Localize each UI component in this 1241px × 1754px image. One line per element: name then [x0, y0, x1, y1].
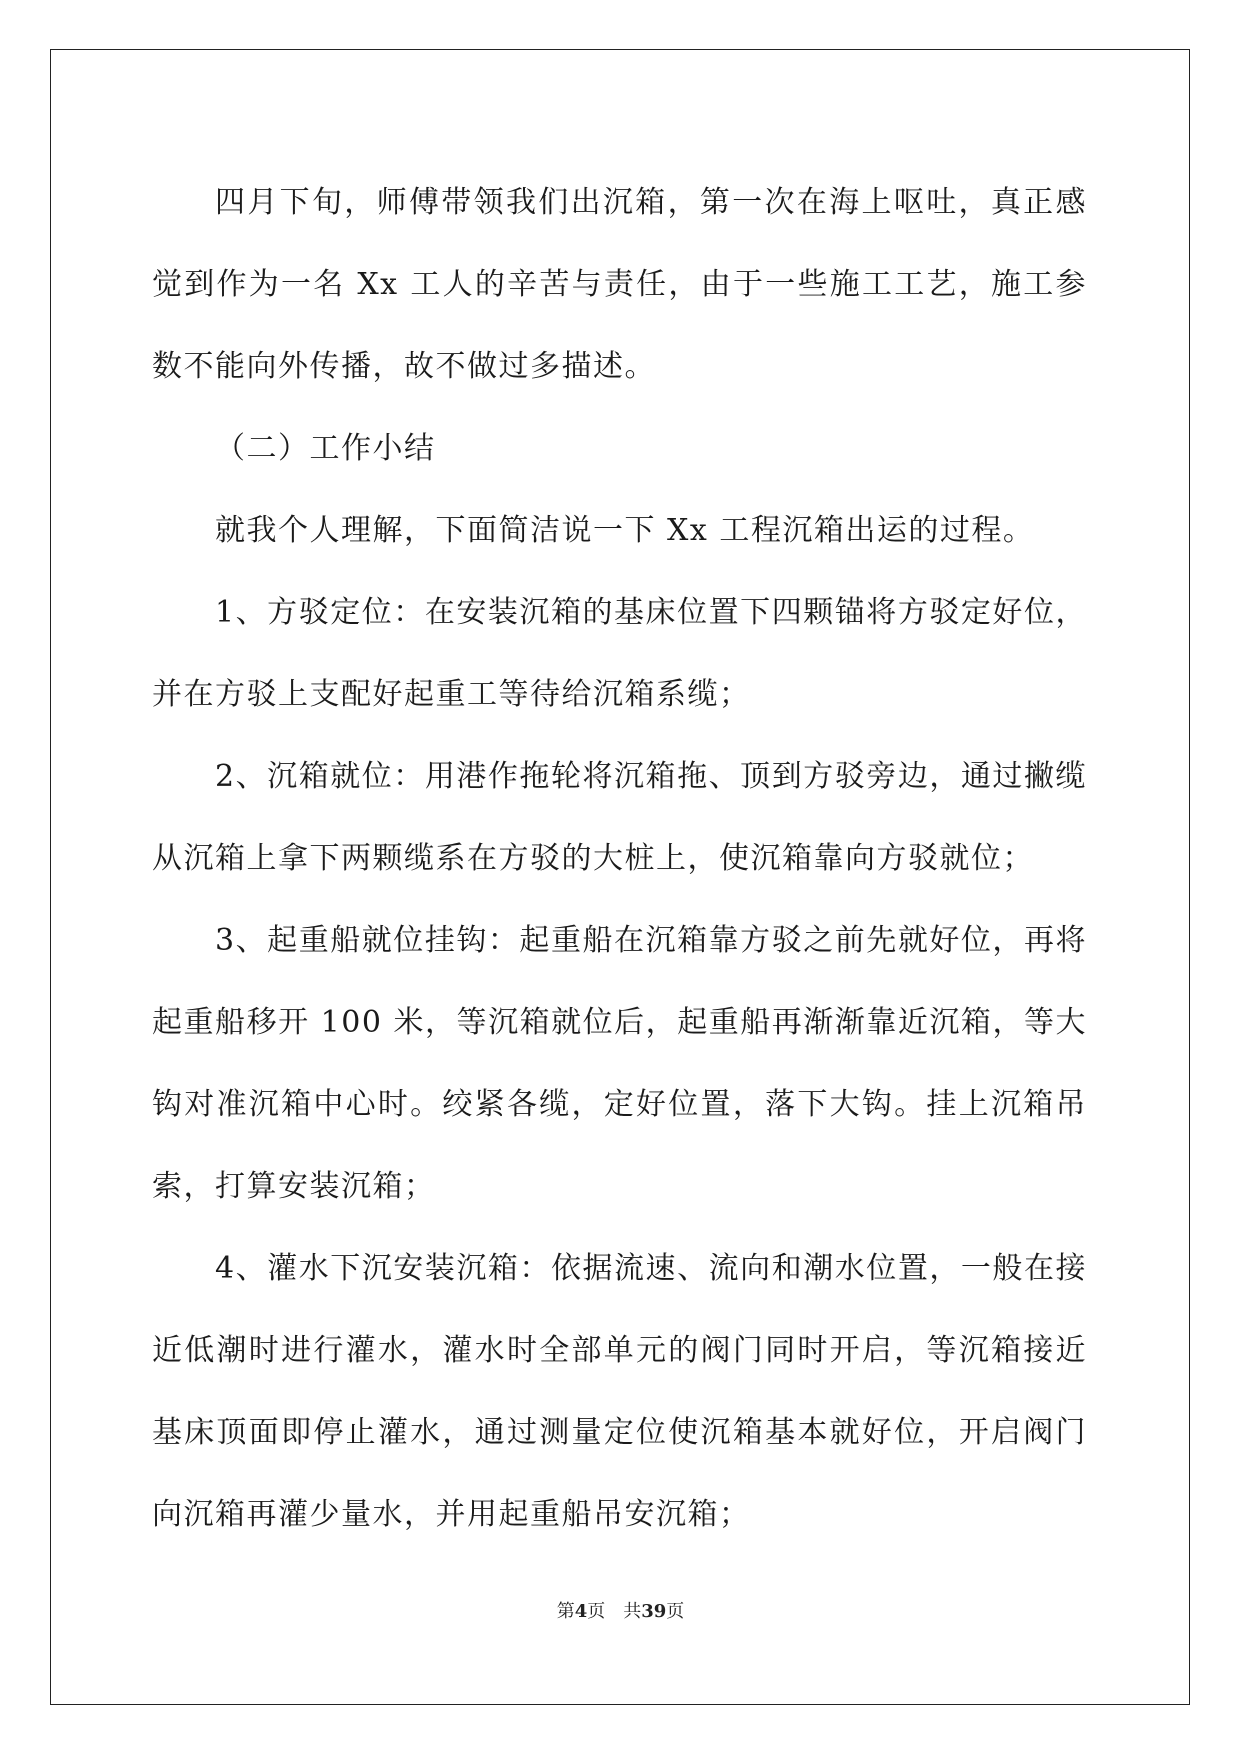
footer-page-unit: 页 [587, 1601, 606, 1622]
footer-page-prefix: 第 [556, 1601, 575, 1622]
footer-total-unit: 页 [666, 1601, 685, 1622]
paragraph-step-2: 2、沉箱就位：用港作拖轮将沉箱拖、顶到方驳旁边，通过撇缆从沉箱上拿下两颗缆系在方驳的大桩上，使沉箱靠向方驳就位； [152, 759, 1087, 876]
section-heading: （二）工作小结 [215, 431, 436, 466]
paragraph-step-3: 3、起重船就位挂钩：起重船在沉箱靠方驳之前先就好位，再将起重船移开 100 米，等沉箱就位后，起重船再渐渐靠近沉箱，等大钩对准沉箱中心时。绞紧各缆，定好位置，落下大钩。挂上沉箱吊索，打算安装沉箱； [152, 923, 1087, 1204]
footer-total-prefix: 共 [623, 1601, 642, 1622]
paragraph-1: 四月下旬，师傅带领我们出沉箱，第一次在海上呕吐，真正感觉到作为一名 Xx 工人的辛苦与责任，由于一些施工工艺，施工参数不能向外传播，故不做过多描述。 [152, 185, 1087, 384]
paragraph-2: 就我个人理解，下面简洁说一下 Xx 工程沉箱出运的过程。 [215, 513, 1035, 548]
paragraph-step-4: 4、灌水下沉安装沉箱：依据流速、流向和潮水位置，一般在接近低潮时进行灌水，灌水时全部单元的阀门同时开启，等沉箱接近基床顶面即停止灌水，通过测量定位使沉箱基本就好位，开启阀门向沉箱再灌少量水，并用起重船吊安沉箱； [152, 1251, 1087, 1532]
document-body [152, 162, 1087, 1556]
footer-page-number: 4 [574, 1601, 588, 1622]
page-footer [0, 1597, 1241, 1623]
footer-total-pages: 39 [641, 1601, 667, 1622]
paragraph-step-1: 1、方驳定位：在安装沉箱的基床位置下四颗锚将方驳定好位，并在方驳上支配好起重工等待给沉箱系缆； [152, 595, 1087, 712]
